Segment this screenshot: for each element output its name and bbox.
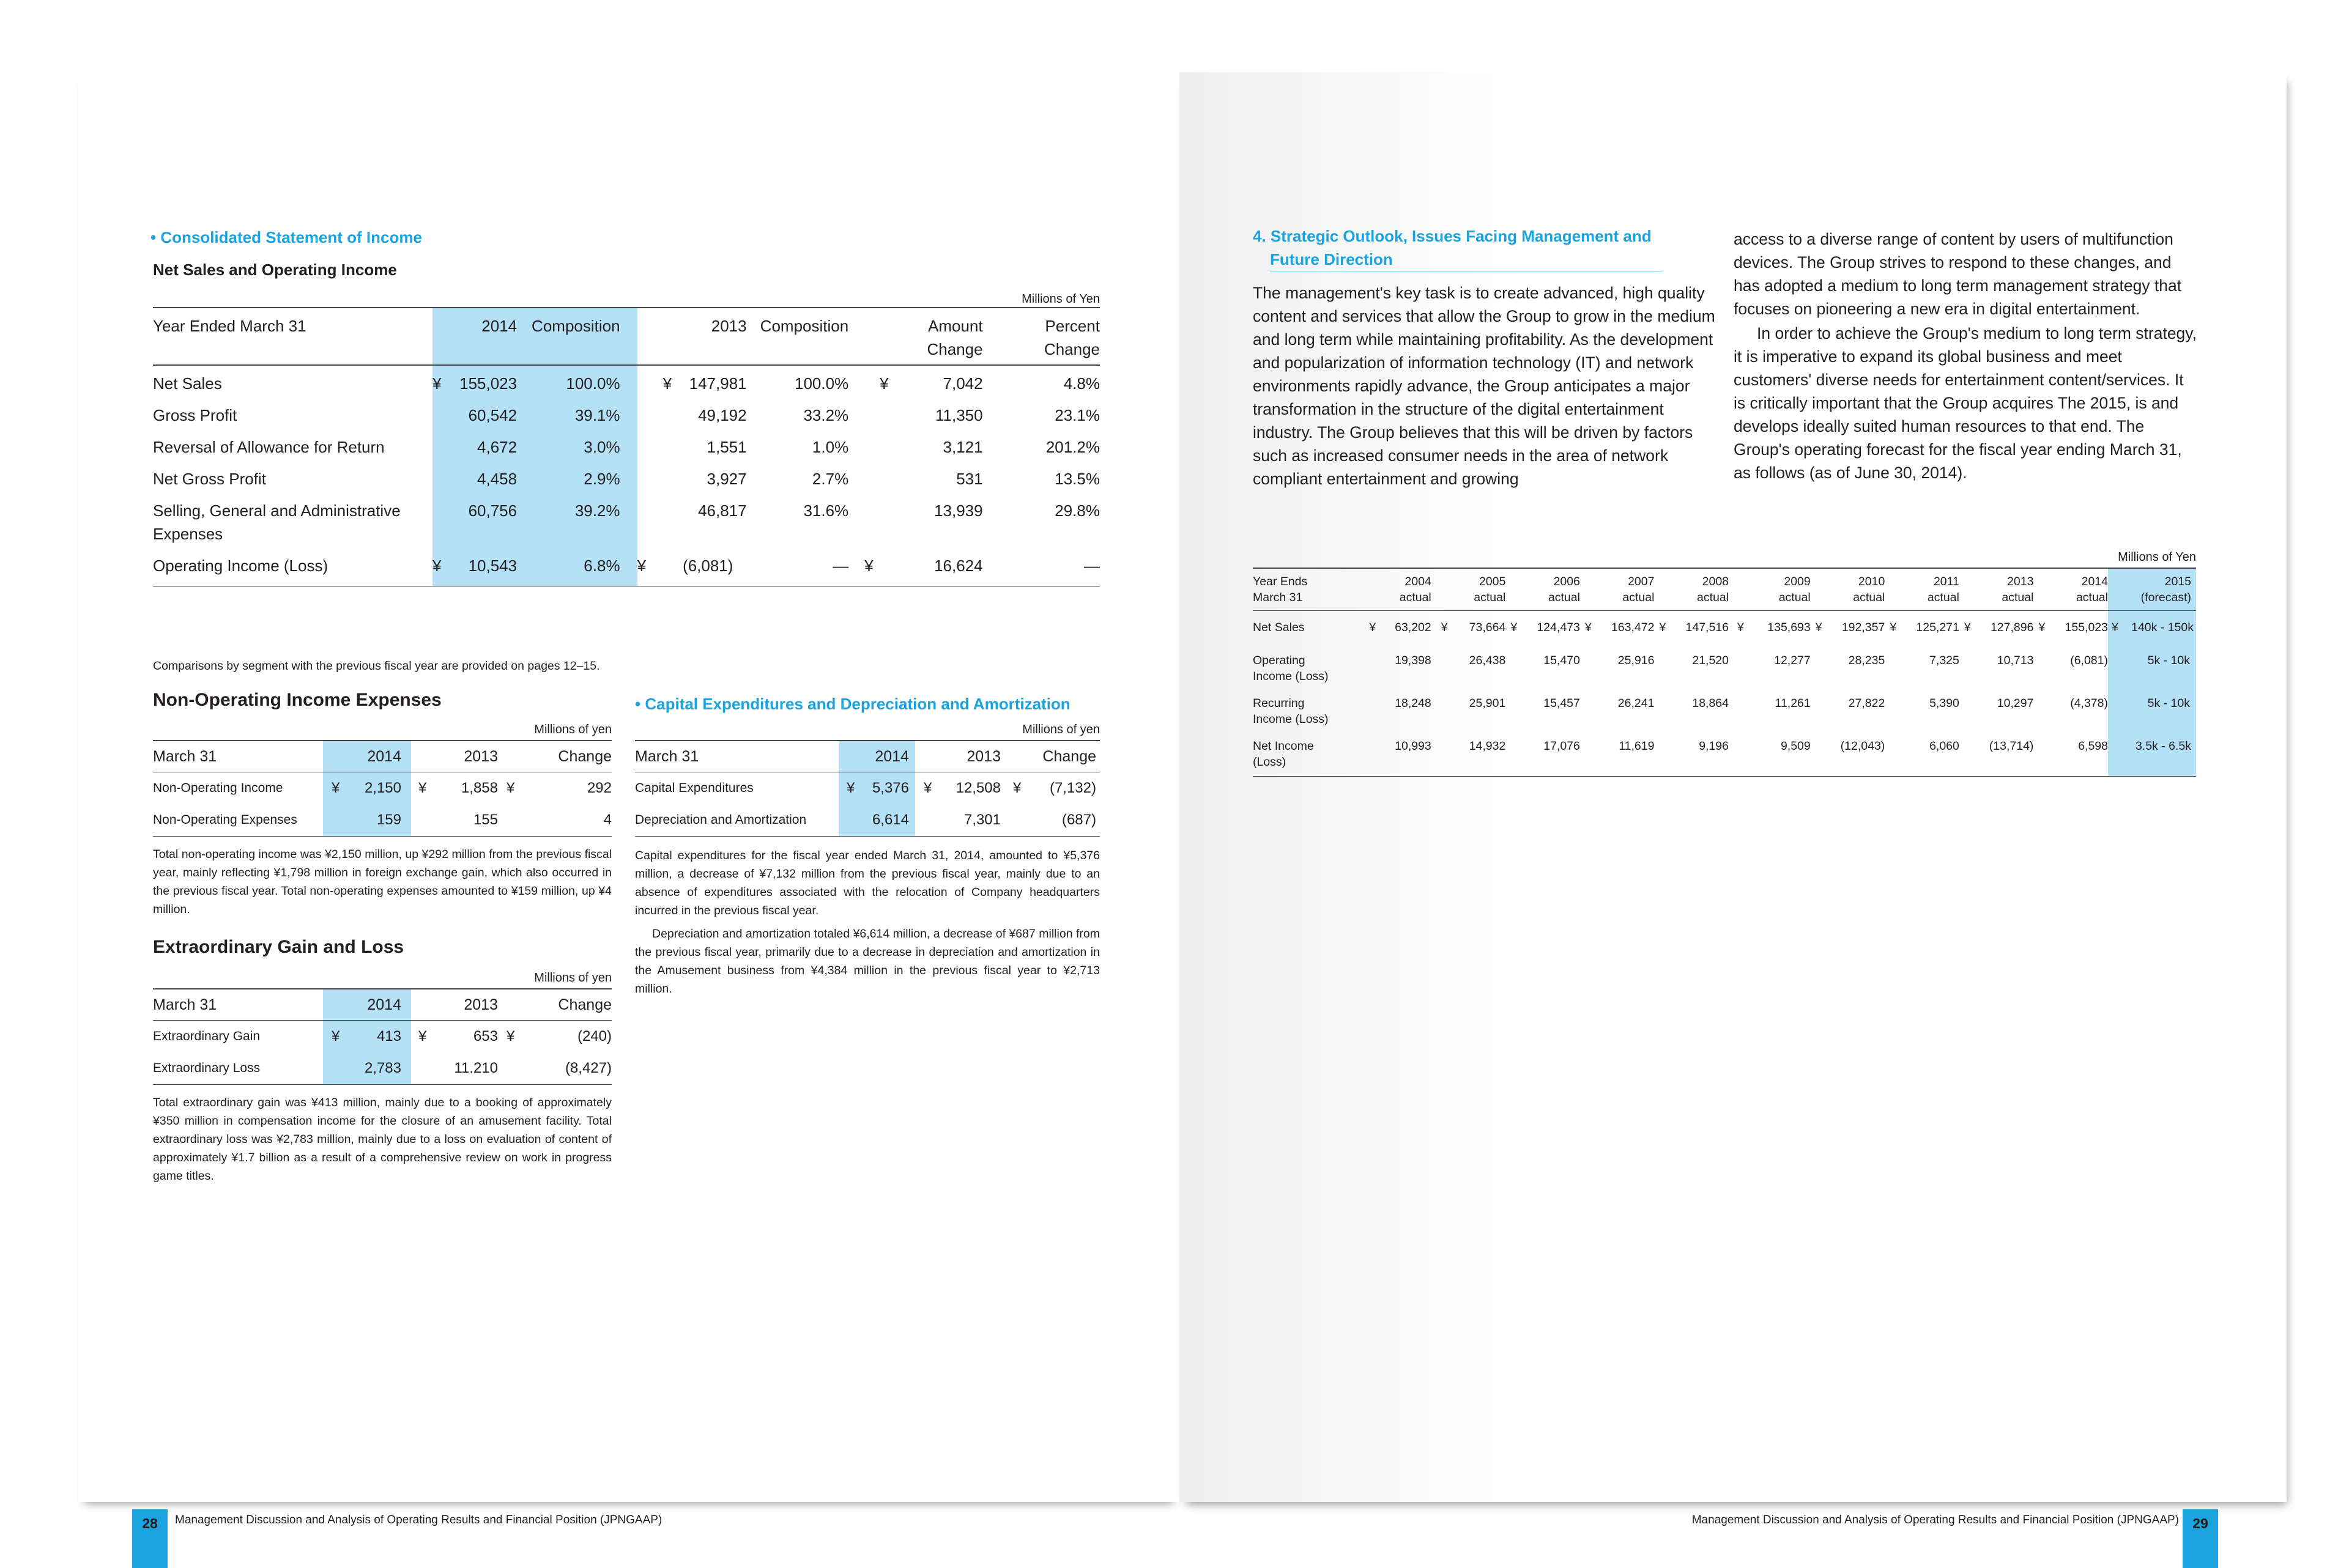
forecast-units: Millions of Yen [2118,550,2196,564]
table-row: Net Sales ¥ 155,023 100.0% ¥ 147,981 100.0% ¥ 7,042 4.8% [153,365,1100,404]
non-operating-table: March 31 2014 2013 Change Non-Operating Income ¥ 2,150 ¥ 1,858 ¥ 292 Non-Operating Expenses 159 155 4 [153,740,612,837]
strategic-column-2-para2: In order to achieve the Group's medium to long term strategy, it is imperative to expand its global business and meet customers' diverse needs for entertainment content/services. It is critically important that the Group acquires The 2015, is and develops ideally suited human resources to that end. The Group's operating forecast for the fiscal year ending March 31, as follows (as of June 30, 2014). [1734,324,2197,482]
capex-table-wrap [635,740,1100,837]
table-row: Extraordinary Loss 2,783 11.210 (8,427) [153,1052,612,1085]
strategic-column-2-para1: access to a diverse range of content by users of multifunction devices. The Group strives to respond to these changes, and has adopted a medium to long term management strategy that focuses on pioneering a new era in digital entertainment. [1734,230,2182,318]
table-row: Net Income (Loss) 10,993 14,932 17,076 11,619 9,196 9,509 (12,043) 6,060 (13,714) 6,598 3.5k - 6.5k [1253,738,2196,777]
forecast-year: 2008 actual [1654,568,1729,611]
forecast-year-2015: 2015 (forecast) [2108,568,2196,611]
forecast-year: 2004 actual [1357,568,1431,611]
header-composition-2014: Composition [517,308,637,365]
income-statement-table-wrap [153,307,1100,586]
forecast-year: 2009 actual [1729,568,1811,611]
main-table-units: Millions of Yen [1022,292,1100,306]
table-row: Depreciation and Amortization 6,614 7,301 (687) [635,804,1100,837]
footer-text-left: Management Discussion and Analysis of Operating Results and Financial Position (JPNGAAP) [175,1514,662,1526]
capex-note-2: Depreciation and amortization totaled ¥6,614 million, a decrease of ¥687 million from the previous fiscal year, primarily due to a decrease in depreciation and amortization in the Amusement business from ¥4,384 million in the previous fiscal year to ¥2,713 million. [635,927,1100,996]
non-operating-table-wrap [153,740,612,837]
capex-note-1: Capital expenditures for the fiscal year ended March 31, 2014, amounted to ¥5,376 million, a decrease of ¥7,132 million from the previous fiscal year, mainly due to an absence of expenditures associated with the relocation of Company headquarters incurred in the previous fiscal year. [635,849,1100,917]
forecast-year: 2010 actual [1811,568,1885,611]
table-row: Extraordinary Gain ¥ 413 ¥ 653 ¥ (240) [153,1021,612,1053]
table-row: Gross Profit 60,542 39.1% 49,192 33.2% 11,350 23.1% [153,404,1100,435]
table-row: Operating Income (Loss) 19,398 26,438 15,470 25,916 21,520 12,277 28,235 7,325 10,713 (6,081) 5k - 10k [1253,653,2196,695]
right-page [1179,72,2287,1531]
capex-section-title: • Capital Expenditures and Depreciation and Amortization [635,695,1071,713]
non-operating-units: Millions of yen [534,723,612,736]
forecast-table-wrap [1253,568,2196,777]
forecast-table [1253,568,2196,777]
capex-units: Millions of yen [1022,723,1100,736]
header-amount-change: Amount Change [889,308,983,365]
page-number-tab-right: 29 [2183,1509,2218,1568]
table-row: Net Gross Profit 4,458 2.9% 3,927 2.7% 531 13.5% [153,467,1100,499]
forecast-header-label: Year Ends March 31 [1253,568,1357,611]
strategic-outlook-title-line1: 4. Strategic Outlook, Issues Facing Management and [1253,227,1652,245]
header-percent-change: Percent Change [983,308,1100,365]
header-2013: 2013 [672,308,747,365]
strategic-outlook-title-line2: Future Direction [1270,250,1663,272]
table-row: Capital Expenditures ¥ 5,376 ¥ 12,508 ¥ (7,132) [635,772,1100,805]
capex-table: March 31 2014 2013 Change Capital Expenditures ¥ 5,376 ¥ 12,508 ¥ (7,132) Depreciation and Amortization 6,614 7,301 (687) [635,740,1100,837]
net-sales-subtitle: Net Sales and Operating Income [153,261,397,279]
table-row: Operating Income (Loss) ¥ 10,543 6.8% ¥ (6,081) — ¥ 16,624 — [153,554,1100,586]
table-row: Non-Operating Expenses 159 155 4 [153,804,612,837]
table-row: Recurring Income (Loss) 18,248 25,901 15,457 26,241 18,864 11,261 27,822 5,390 10,297 (4,378) 5k - 10k [1253,695,2196,738]
extraordinary-title: Extraordinary Gain and Loss [153,937,404,957]
forecast-year: 2005 actual [1431,568,1506,611]
table-row: Reversal of Allowance for Return 4,672 3.0% 1,551 1.0% 3,121 201.2% [153,435,1100,467]
left-page [78,72,1179,1531]
non-operating-note: Total non-operating income was ¥2,150 million, up ¥292 million from the previous fiscal year, mainly reflecting ¥1,798 million in foreign exchange gain, which also occurred in the previous fiscal year. Total non-operating expenses amounted to ¥159 million, up ¥4 million. [153,848,612,916]
header-year-ended: Year Ended March 31 [153,308,432,365]
forecast-year: 2013 actual [1959,568,2034,611]
income-statement-table [153,307,1100,586]
extraordinary-table-wrap [153,988,612,1085]
forecast-year: 2007 actual [1580,568,1655,611]
extraordinary-units: Millions of yen [534,971,612,985]
extraordinary-note: Total extraordinary gain was ¥413 million, mainly due to a booking of approximately ¥350 million in compensation income for the closure of an amusement facility. Total extraordinary loss was ¥2,783 million, mainly due to a loss on evaluation of content of approximately ¥1.7 billion as a result of a comprehensive review on work in progress game titles. [153,1096,612,1183]
page-number-tab-left: 28 [132,1509,168,1568]
income-statement-section-title: • Consolidated Statement of Income [150,228,422,246]
extraordinary-table: March 31 2014 2013 Change Extraordinary Gain ¥ 413 ¥ 653 ¥ (240) Extraordinary Loss 2,783 11.210 (8,427) [153,988,612,1085]
header-2014: 2014 [453,308,517,365]
segment-comparison-note: Comparisons by segment with the previous fiscal year are provided on pages 12–15. [153,659,600,673]
forecast-year: 2014 actual [2033,568,2108,611]
footer-text-right: Management Discussion and Analysis of Operating Results and Financial Position (JPNGAAP) [1691,1514,2179,1526]
table-row: Net Sales ¥ 63,202 ¥ 73,664 ¥ 124,473 ¥ 163,472 ¥ 147,516 ¥ 135,693 ¥ 192,357 ¥ 125,271 ¥ 127,896 ¥ 155,023 ¥ 140k - 150k [1253,611,2196,653]
non-operating-title: Non-Operating Income Expenses [153,690,442,710]
table-row: Non-Operating Income ¥ 2,150 ¥ 1,858 ¥ 292 [153,772,612,805]
forecast-year: 2011 actual [1885,568,1959,611]
strategic-column-1: The management's key task is to create advanced, high quality content and services that allow the Group to grow in the medium and long term while maintaining profitability. As the development and popularization of information technology (IT) and network environments rapidly advance, the Group anticipates a major transformation in the structure of the digital entertainment industry. The Group believes that this will be driven by factors such as increased consumer needs in the area of network compliant entertainment and growing [1253,284,1715,488]
header-composition-2013: Composition [747,308,865,365]
table-row: Selling, General and Administrative Expenses 60,756 39.2% 46,817 31.6% 13,939 29.8% [153,499,1100,554]
forecast-year: 2006 actual [1505,568,1580,611]
